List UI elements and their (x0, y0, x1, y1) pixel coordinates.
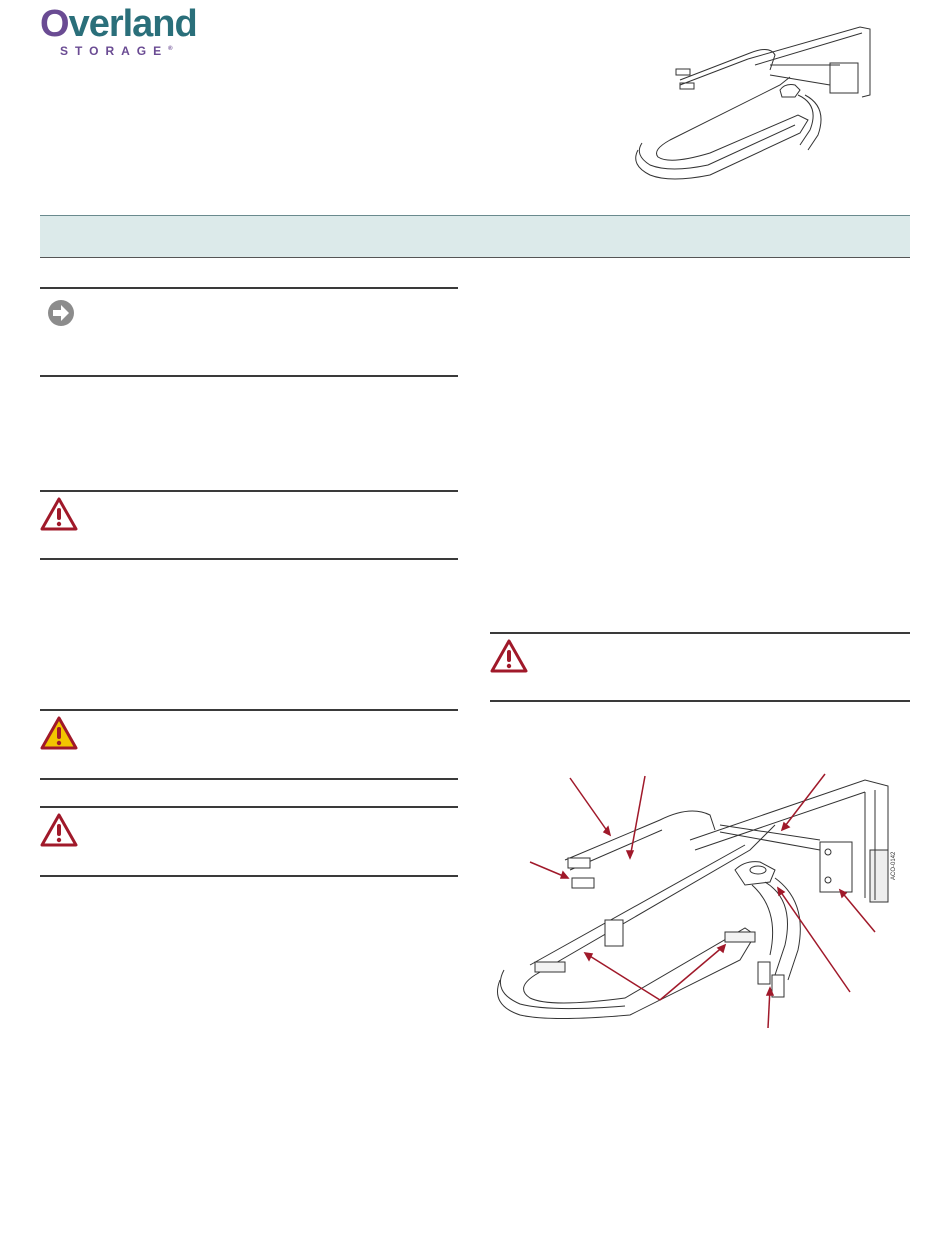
title-band (40, 215, 910, 258)
right-warning-bottom-rule (490, 700, 910, 702)
logo-registered-mark: ® (168, 46, 173, 52)
warning-top-rule (40, 490, 458, 492)
note-bottom-rule (40, 375, 458, 377)
logo-subtitle: STORAGE (60, 44, 169, 58)
logo-wordmark: verland (68, 3, 197, 45)
warning-triangle-icon (40, 813, 78, 847)
warning2-bottom-rule (40, 875, 458, 877)
cable-figure (490, 770, 910, 1040)
header-cable-illustration (630, 25, 885, 185)
overland-storage-logo (40, 3, 197, 58)
note-top-rule (40, 287, 458, 289)
divider (40, 257, 910, 258)
caution-bottom-rule (40, 778, 458, 780)
right-warning-top-rule (490, 632, 910, 634)
figure-id-label: ACO-0142 (891, 851, 897, 880)
logo-initial: O (40, 3, 69, 45)
caution-triangle-icon (40, 716, 78, 750)
warning-bottom-rule (40, 558, 458, 560)
warning-triangle-icon (490, 639, 528, 673)
warning-triangle-icon (40, 497, 78, 531)
arrow-right-circle-icon (47, 299, 75, 327)
warning2-top-rule (40, 806, 458, 808)
caution-top-rule (40, 709, 458, 711)
